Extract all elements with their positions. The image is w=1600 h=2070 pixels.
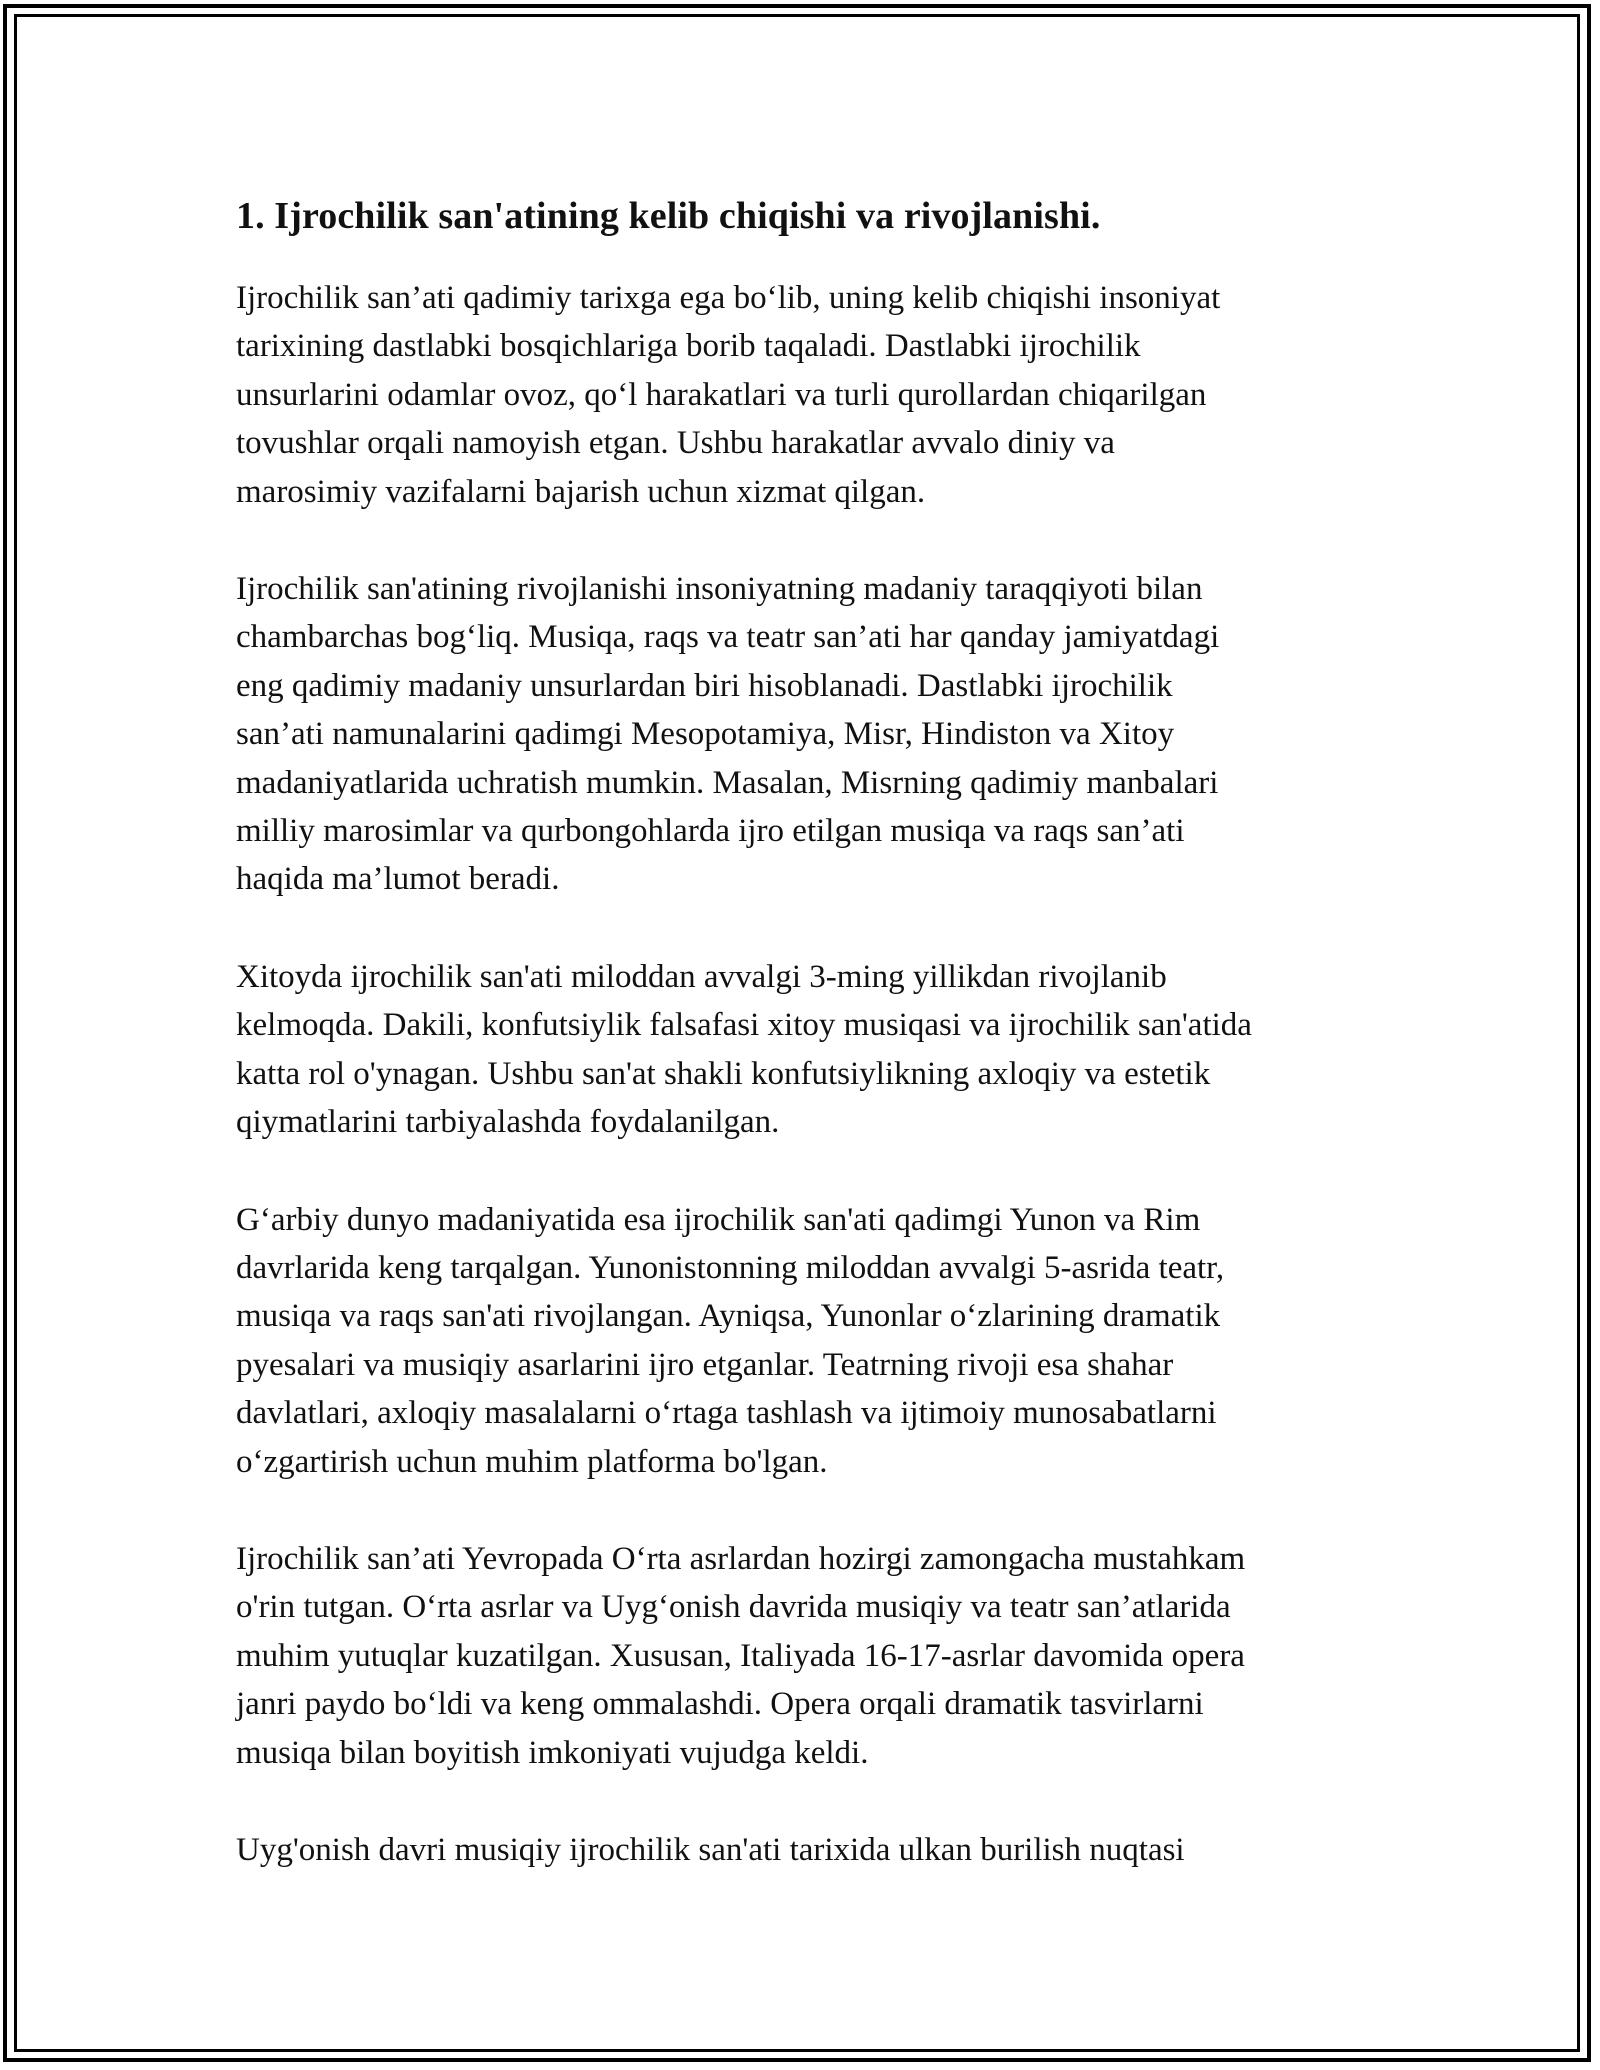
paragraph-line: o‘zgartirish uchun muhim platforma bo'lgan. — [236, 1443, 828, 1480]
paragraph-line: davrlarida keng tarqalgan. Yunonistonning miloddan avvalgi 5-asrida teatr, — [236, 1249, 1225, 1286]
paragraph-line: unsurlarini odamlar ovoz, qo‘l harakatlari va turli qurollardan chiqarilgan — [236, 376, 1207, 413]
paragraph-line: pyesalari va musiqiy asarlarini ijro etganlar. Teatrning rivoji esa shahar — [236, 1346, 1174, 1383]
paragraph-4 — [236, 1196, 1396, 1486]
document-body — [236, 188, 1396, 1923]
paragraph-line: tarixining dastlabki bosqichlariga borib taqaladi. Dastlabki ijrochilik — [236, 328, 1141, 365]
paragraph-line: Ijrochilik san’ati qadimiy tarixga ega bo‘lib, uning kelib chiqishi insoniyat — [236, 280, 1221, 316]
paragraph-3 — [236, 953, 1396, 1147]
paragraph-line: Xitoyda ijrochilik san'ati miloddan avvalgi 3-ming yillikdan rivojlanib — [236, 958, 1167, 995]
paragraph-line: haqida ma’lumot beradi. — [236, 861, 560, 898]
paragraph-line: janri paydo bo‘ldi va keng ommalashdi. Opera orqali dramatik tasvirlarni — [236, 1686, 1204, 1723]
paragraph-line: Ijrochilik san'atining rivojlanishi insoniyatning madaniy taraqqiyoti bilan — [236, 571, 1203, 608]
paragraph-line: marosimiy vazifalarni bajarish uchun xizmat qilgan. — [236, 473, 926, 510]
paragraph-1 — [236, 274, 1396, 516]
paragraph-line: kelmoqda. Dakili, konfutsiylik falsafasi xitoy musiqasi va ijrochilik san'atida — [236, 1007, 1252, 1044]
paragraph-line: Ijrochilik san’ati Yevropada O‘rta asrlardan hozirgi zamongacha mustahkam — [236, 1540, 1246, 1577]
paragraph-line: muhim yutuqlar kuzatilgan. Xususan, Italiyada 16-17-asrlar davomida opera — [236, 1637, 1245, 1674]
paragraph-line: katta rol o'ynagan. Ushbu san'at shakli konfutsiylikning axloqiy va estetik — [236, 1055, 1211, 1092]
paragraph-line: davlatlari, axloqiy masalalarni o‘rtaga tashlash va ijtimoiy munosabatlarni — [236, 1395, 1217, 1432]
paragraph-6 — [236, 1826, 1396, 1874]
paragraph-line: qiymatlarini tarbiyalashda foydalanilgan. — [236, 1104, 780, 1141]
paragraph-line: chambarchas bog‘liq. Musiqa, raqs va teatr san’ati har qanday jamiyatdagi — [236, 619, 1220, 656]
paragraph-line: musiqa bilan boyitish imkoniyati vujudga keldi. — [236, 1734, 869, 1771]
paragraph-line: G‘arbiy dunyo madaniyatida esa ijrochilik san'ati qadimgi Yunon va Rim — [236, 1201, 1201, 1238]
paragraph-2 — [236, 565, 1396, 904]
paragraph-line: Uyg'onish davri musiqiy ijrochilik san'ati tarixida ulkan burilish nuqtasi — [236, 1831, 1185, 1868]
paragraph-5 — [236, 1535, 1396, 1777]
paragraph-line: tovushlar orqali namoyish etgan. Ushbu harakatlar avvalo diniy va — [236, 425, 1115, 462]
paragraph-line: madaniyatlarida uchratish mumkin. Masalan, Misrning qadimiy manbalari — [236, 764, 1219, 801]
paragraph-line: san’ati namunalarini qadimgi Mesopotamiya, Misr, Hindiston va Xitoy — [236, 716, 1175, 753]
paragraph-line: musiqa va raqs san'ati rivojlangan. Ayniqsa, Yunonlar o‘zlarining dramatik — [236, 1298, 1221, 1335]
paragraph-line: eng qadimiy madaniy unsurlardan biri hisoblanadi. Dastlabki ijrochilik — [236, 667, 1173, 704]
paragraph-line: milliy marosimlar va qurbongohlarda ijro etilgan musiqa va raqs san’ati — [236, 813, 1185, 850]
section-heading: 1. Ijrochilik san'atining kelib chiqishi va rivojlanishi. — [236, 195, 1101, 237]
paragraph-line: o'rin tutgan. O‘rta asrlar va Uyg‘onish davrida musiqiy va teatr san’atlarida — [236, 1589, 1231, 1626]
